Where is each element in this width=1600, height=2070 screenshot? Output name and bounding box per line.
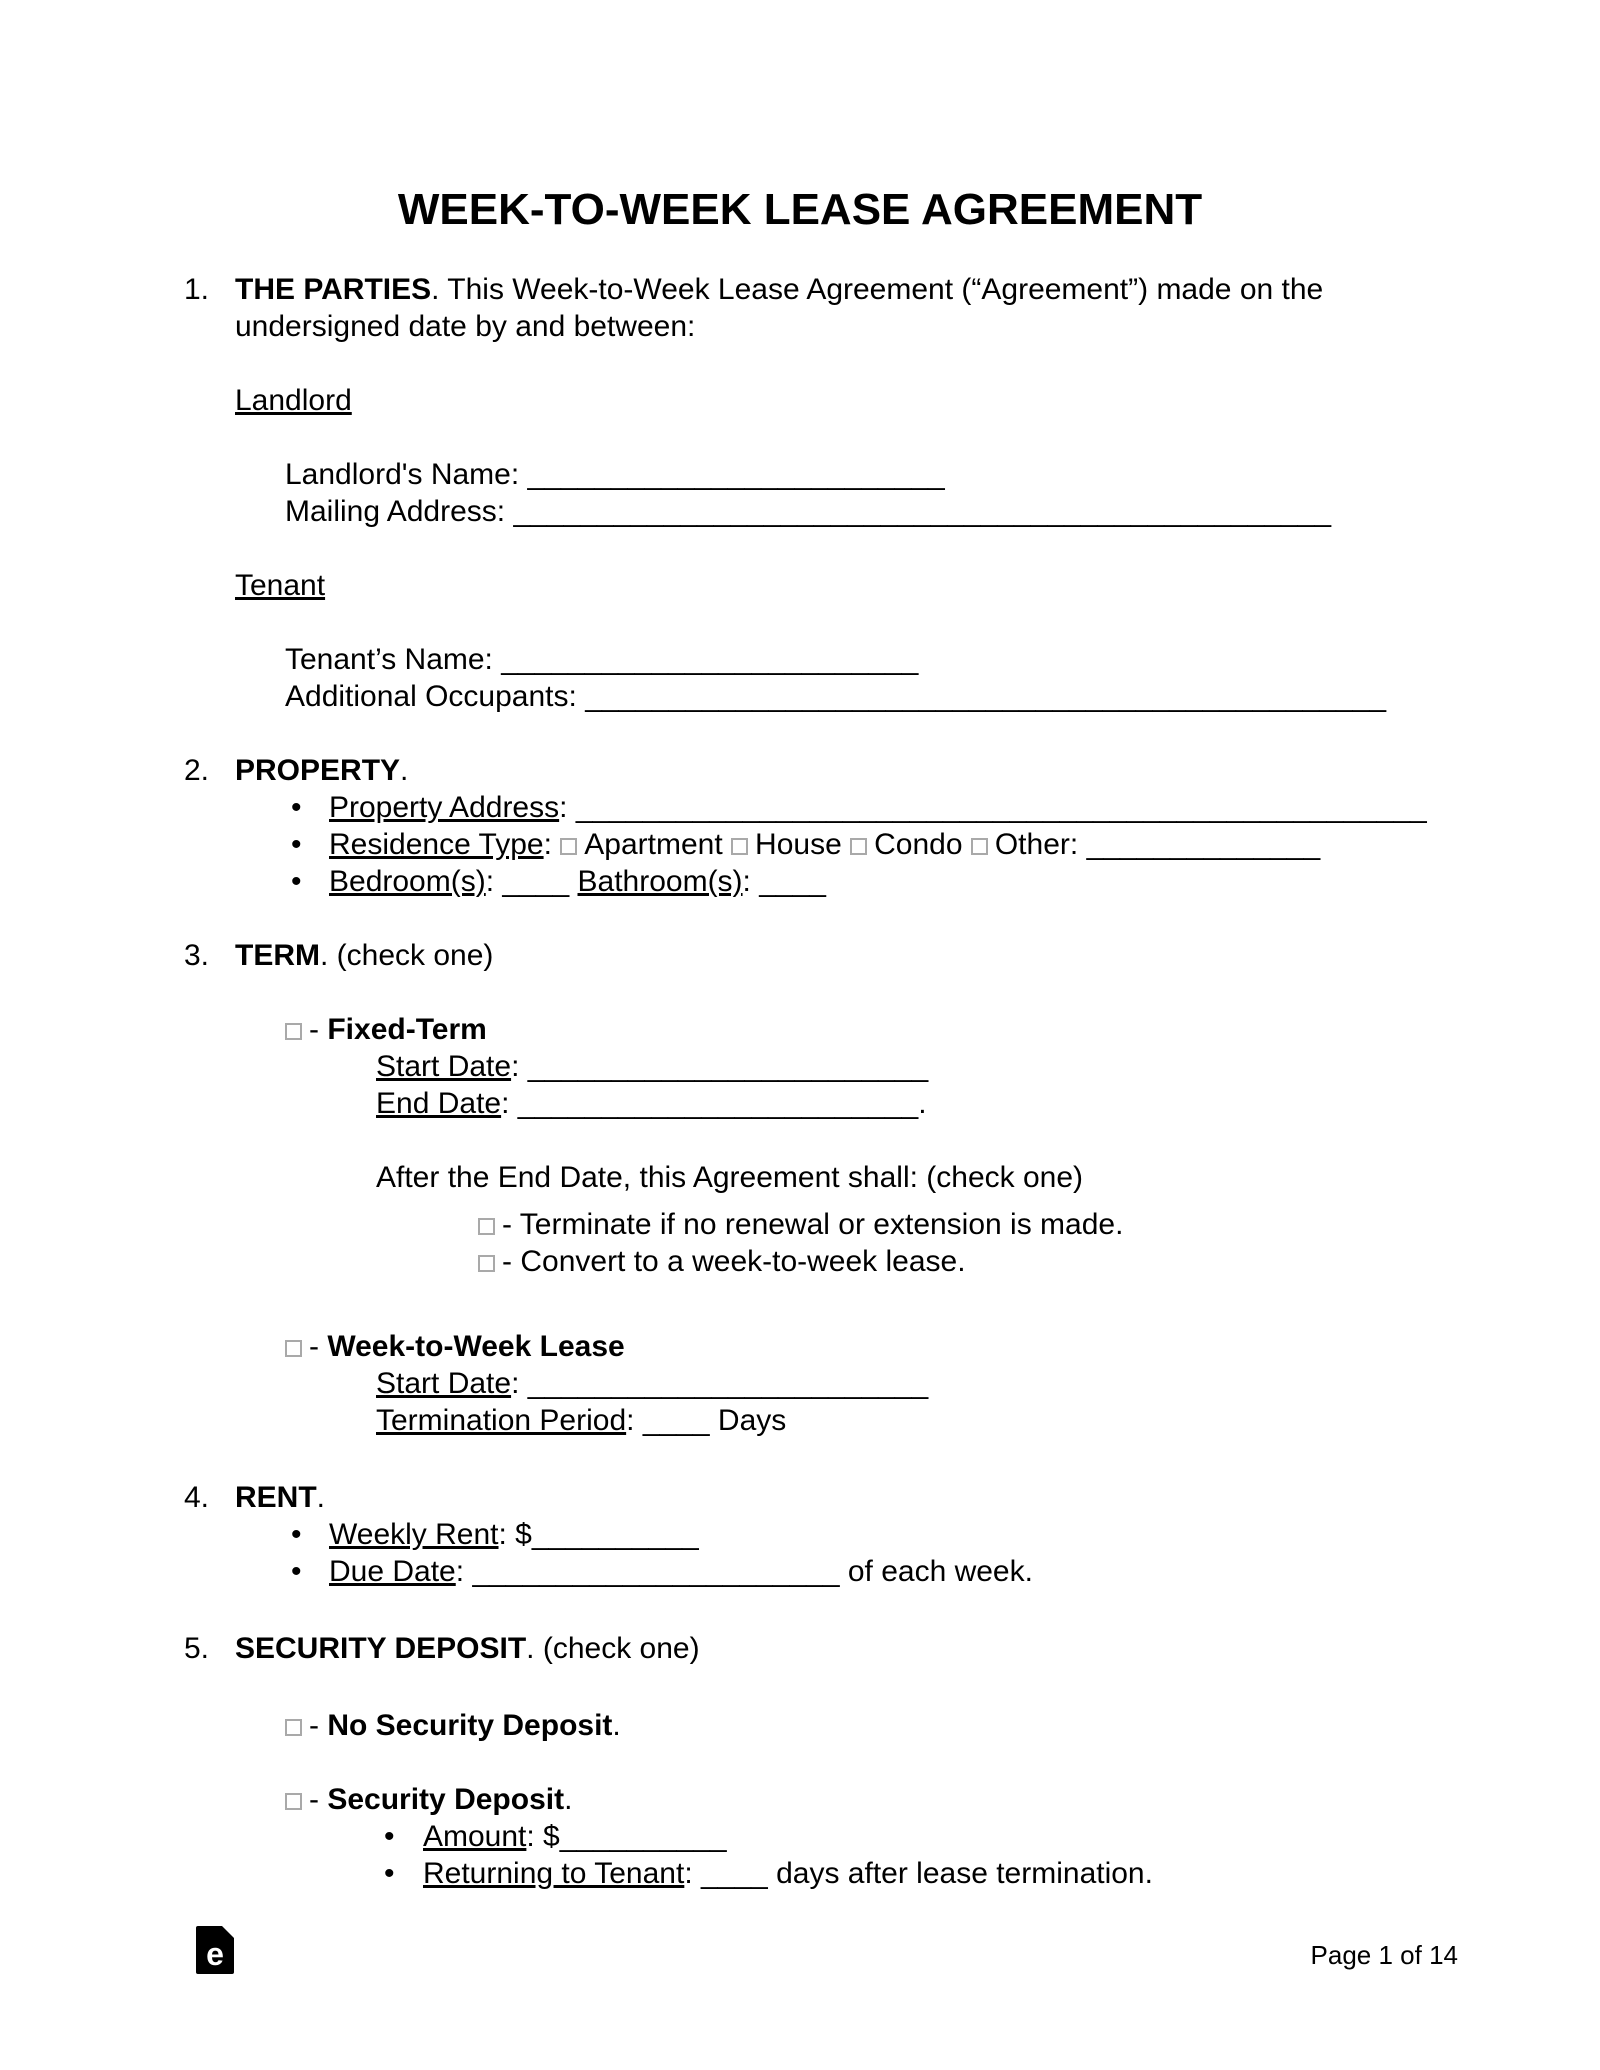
weekly-rent-line: • Weekly Rent: $__________	[235, 1516, 1600, 1553]
section-property	[184, 752, 1600, 789]
due-date-label: Due Date	[329, 1555, 456, 1588]
house-option-label: House	[755, 828, 842, 861]
week-to-week-checkbox[interactable]	[285, 1340, 302, 1357]
section-property-number: 2.	[184, 754, 210, 787]
property-address-label: Property Address	[329, 791, 560, 824]
convert-option-label: Convert to a week-to-week lease.	[520, 1245, 966, 1278]
condo-option-label: Condo	[874, 828, 963, 861]
residence-type-label: Residence Type	[329, 828, 544, 861]
landlord-heading: Landlord	[235, 384, 352, 417]
other-blank[interactable]: ______________	[1086, 828, 1321, 861]
fixed-start-date-blank[interactable]: ________________________	[527, 1050, 929, 1083]
fixed-start-date-label: Start Date	[376, 1050, 512, 1083]
amount-label: Amount	[423, 1820, 527, 1853]
section-rent-number: 4.	[184, 1481, 210, 1514]
convert-option-line: - Convert to a week-to-week lease.	[478, 1243, 1600, 1280]
section-parties-intro	[235, 271, 1495, 345]
no-security-deposit-label: No Security Deposit	[327, 1709, 613, 1742]
other-option-label: Other:	[994, 828, 1079, 861]
weekly-rent-blank[interactable]: __________	[531, 1518, 699, 1551]
apartment-option-label: Apartment	[584, 828, 723, 861]
property-list	[235, 789, 1600, 900]
due-date-line: • Due Date: ______________________ of each week.	[235, 1553, 1600, 1590]
section-parties-heading: THE PARTIES	[235, 273, 432, 306]
eforms-logo-letter: e	[206, 1936, 224, 1972]
bedrooms-blank[interactable]: ____	[502, 865, 570, 898]
terminate-checkbox[interactable]	[478, 1218, 495, 1235]
additional-occupants-line	[285, 678, 1600, 715]
week-to-week-option-line: - Week-to-Week Lease	[285, 1328, 1600, 1365]
section-deposit	[184, 1630, 1600, 1667]
w2w-start-date-blank[interactable]: ________________________	[527, 1367, 929, 1400]
termination-period-suffix: Days	[717, 1404, 787, 1437]
section-rent-heading-line: RENT.	[235, 1481, 326, 1514]
bedrooms-bathrooms-line: • Bedroom(s): ____ Bathroom(s): ____	[235, 863, 1600, 900]
tenant-name-label: Tenant’s Name:	[285, 643, 493, 676]
landlord-name-line	[285, 456, 1600, 493]
apartment-checkbox[interactable]	[560, 838, 577, 855]
document-title: WEEK-TO-WEEK LEASE AGREEMENT	[397, 185, 1203, 234]
termination-period-blank[interactable]: ____	[642, 1404, 710, 1437]
rent-list	[235, 1516, 1600, 1590]
section-rent	[184, 1479, 1600, 1516]
mailing-address-blank[interactable]: _________________________________________________	[513, 495, 1331, 528]
landlord-name-blank[interactable]: _________________________	[527, 458, 945, 491]
amount-blank[interactable]: __________	[559, 1820, 727, 1853]
returning-label: Returning to Tenant	[423, 1857, 685, 1890]
section-parties-intro-text: . This Week-to-Week Lease Agreement (“Agreement”) made on the undersigned date by and between:	[235, 273, 1324, 343]
fixed-end-date-label: End Date	[376, 1087, 502, 1120]
termination-period-label: Termination Period	[376, 1404, 627, 1437]
week-to-week-fields	[376, 1365, 1600, 1439]
bedrooms-label: Bedroom(s)	[329, 865, 486, 898]
section-deposit-number: 5.	[184, 1632, 210, 1665]
tenant-name-blank[interactable]: _________________________	[501, 643, 919, 676]
mailing-address-line	[285, 493, 1600, 530]
tenant-heading: Tenant	[235, 569, 326, 602]
house-checkbox[interactable]	[731, 838, 748, 855]
section-property-heading-line: PROPERTY.	[235, 754, 409, 787]
terminate-option-line: - Terminate if no renewal or extension is made.	[478, 1206, 1600, 1243]
condo-checkbox[interactable]	[850, 838, 867, 855]
returning-line: • Returning to Tenant: ____ days after lease termination.	[376, 1855, 1600, 1892]
section-term-heading-line: TERM. (check one)	[235, 939, 494, 972]
convert-checkbox[interactable]	[478, 1255, 495, 1272]
fixed-term-dates	[376, 1048, 1600, 1122]
security-deposit-checkbox[interactable]	[285, 1793, 302, 1810]
fixed-term-label: Fixed-Term	[327, 1013, 487, 1046]
property-address-line: • Property Address: ___________________________________________________	[235, 789, 1600, 826]
fixed-term-option-line: - Fixed-Term	[285, 1011, 1600, 1048]
landlord-fields	[285, 456, 1600, 530]
page-number: Page 1 of 14	[1310, 1940, 1458, 1970]
security-deposit-line: - Security Deposit.	[285, 1781, 1600, 1818]
residence-type-line: • Residence Type: Apartment House Condo Other: ______________	[235, 826, 1600, 863]
weekly-rent-label: Weekly Rent	[329, 1518, 499, 1551]
other-checkbox[interactable]	[971, 838, 988, 855]
termination-period-line: Termination Period: ____ Days	[376, 1404, 787, 1437]
bathrooms-label: Bathroom(s)	[577, 865, 743, 898]
fixed-start-date-line: Start Date: ________________________	[376, 1050, 929, 1083]
fixed-term-checkbox[interactable]	[285, 1023, 302, 1040]
fixed-end-date-blank[interactable]: ________________________	[517, 1087, 919, 1120]
section-parties-number: 1.	[184, 273, 210, 306]
fixed-end-date-line: End Date: ________________________.	[376, 1087, 927, 1120]
landlord-name-label: Landlord's Name:	[285, 458, 520, 491]
terminate-option-label: Terminate if no renewal or extension is made.	[519, 1208, 1124, 1241]
section-term-heading: TERM	[235, 939, 320, 972]
property-address-blank[interactable]: ___________________________________________________	[575, 791, 1427, 824]
w2w-start-date-line: Start Date: ________________________	[376, 1367, 929, 1400]
section-term-number: 3.	[184, 939, 210, 972]
security-deposit-label: Security Deposit	[327, 1783, 565, 1816]
section-deposit-heading-line: SECURITY DEPOSIT. (check one)	[235, 1632, 700, 1665]
section-deposit-heading: SECURITY DEPOSIT	[235, 1632, 527, 1665]
amount-line: • Amount: $__________	[376, 1818, 1600, 1855]
eforms-logo	[196, 1926, 234, 1974]
returning-suffix: days after lease termination.	[776, 1857, 1153, 1890]
w2w-start-date-label: Start Date	[376, 1367, 512, 1400]
returning-days-blank[interactable]: ____	[701, 1857, 768, 1890]
mailing-address-label: Mailing Address:	[285, 495, 506, 528]
section-property-heading: PROPERTY	[235, 754, 401, 787]
week-to-week-label: Week-to-Week Lease	[327, 1330, 625, 1363]
section-rent-heading: RENT	[235, 1481, 317, 1514]
tenant-name-line	[285, 641, 1600, 678]
tenant-fields	[285, 641, 1600, 715]
no-security-deposit-line: - No Security Deposit.	[285, 1707, 1600, 1744]
after-end-date-prompt: After the End Date, this Agreement shall: (check one)	[376, 1161, 1084, 1194]
section-term	[184, 937, 1600, 974]
due-date-blank[interactable]: ______________________	[472, 1555, 840, 1588]
no-security-deposit-checkbox[interactable]	[285, 1719, 302, 1736]
additional-occupants-label: Additional Occupants:	[285, 680, 577, 713]
bathrooms-blank[interactable]: ____	[759, 865, 826, 898]
after-end-date-options	[478, 1206, 1600, 1280]
section-parties	[184, 271, 1600, 345]
additional-occupants-blank[interactable]: ________________________________________________	[585, 680, 1387, 713]
security-deposit-list	[376, 1818, 1600, 1892]
due-date-suffix: of each week.	[847, 1555, 1033, 1588]
